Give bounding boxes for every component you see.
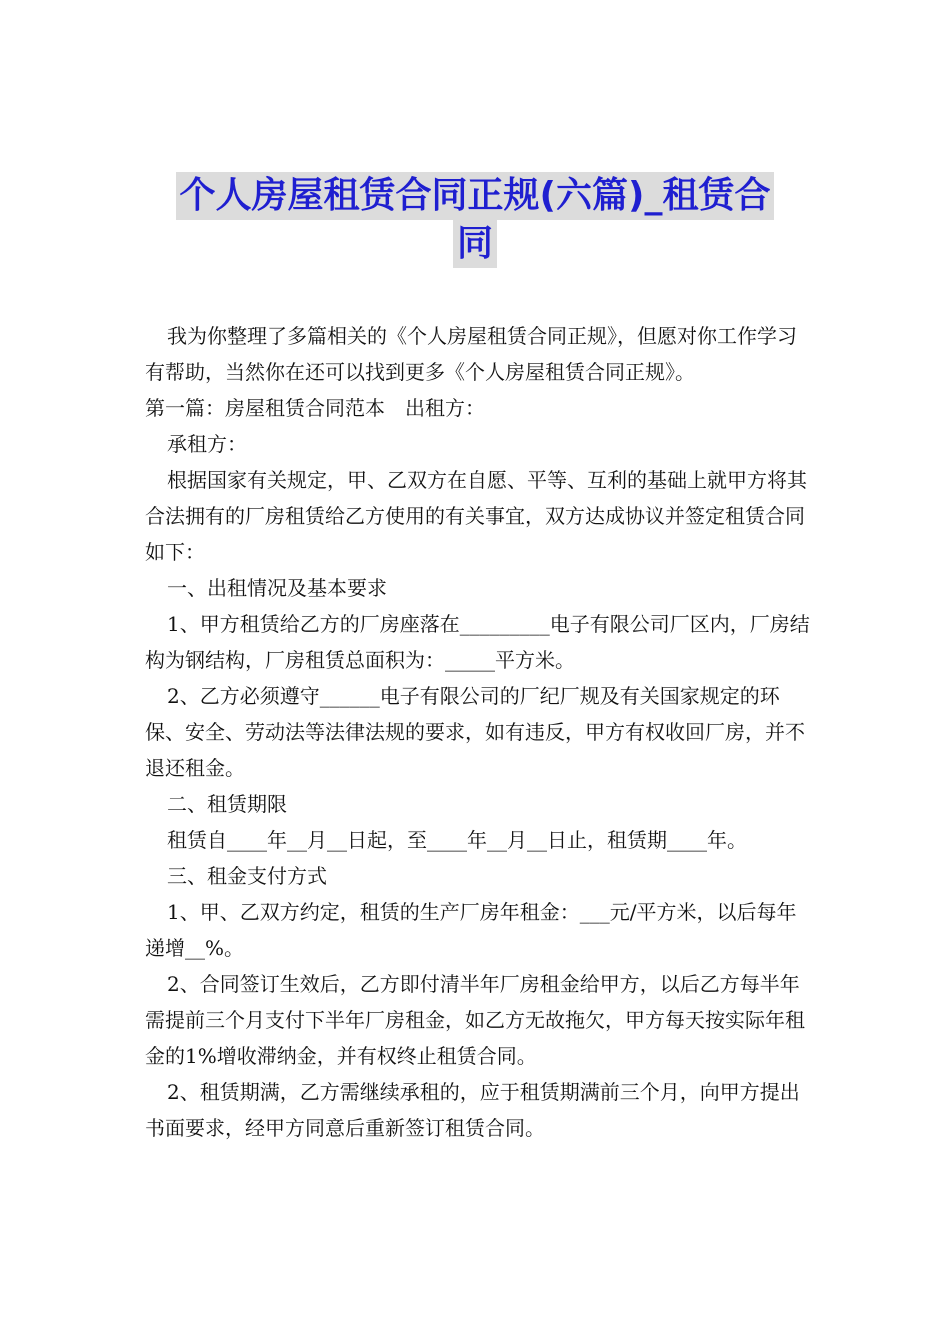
clause-2-term: 租赁自____年__月__日起，至____年__月__日止，租赁期____年。 bbox=[167, 828, 747, 852]
clause-1-2: 2、乙方必须遵守______电子有限公司的厂纪厂规及有关国家规定的环保、安全、劳动法等法律法规的要求，如有违反，甲方有权收回厂房，并不退还租金。 bbox=[145, 684, 805, 780]
clause-3-3: 2、租赁期满，乙方需继续承租的，应于租赁期满前三个月，向甲方提出书面要求，经甲方同意后重新签订租赁合同。 bbox=[145, 1080, 800, 1140]
section-heading-2: 二、租赁期限 bbox=[167, 792, 287, 816]
document-body bbox=[145, 318, 810, 1146]
paragraph-lessee: 承租方： bbox=[167, 432, 247, 456]
paragraph-part-one-heading: 第一篇：房屋租赁合同范本 出租方： bbox=[145, 396, 485, 420]
clause-3-1: 1、甲、乙双方约定，租赁的生产厂房年租金：___元/平方米，以后每年递增__%。 bbox=[145, 900, 797, 960]
clause-3-2: 2、合同签订生效后，乙方即付清半年厂房租金给甲方，以后乙方每半年需提前三个月支付下半年厂房租金，如乙方无故拖欠，甲方每天按实际年租金的1%增收滞纳金，并有权终止租赁合同。 bbox=[145, 972, 805, 1068]
document-title bbox=[150, 172, 800, 268]
title-line-2: 同 bbox=[453, 220, 497, 268]
clause-1-1: 1、甲方租赁给乙方的厂房座落在_________电子有限公司厂区内，厂房结构为钢结构，厂房租赁总面积为：_____平方米。 bbox=[145, 612, 810, 672]
title-line-1: 个人房屋租赁合同正规(六篇)_租赁合 bbox=[176, 172, 775, 220]
section-heading-3: 三、租金支付方式 bbox=[167, 864, 327, 888]
paragraph-preamble: 根据国家有关规定，甲、乙双方在自愿、平等、互利的基础上就甲方将其合法拥有的厂房租赁给乙方使用的有关事宜，双方达成协议并签定租赁合同如下： bbox=[145, 468, 807, 564]
section-heading-1: 一、出租情况及基本要求 bbox=[167, 576, 387, 600]
paragraph-intro: 我为你整理了多篇相关的《个人房屋租赁合同正规》，但愿对你工作学习有帮助，当然你在还可以找到更多《个人房屋租赁合同正规》。 bbox=[145, 324, 797, 384]
